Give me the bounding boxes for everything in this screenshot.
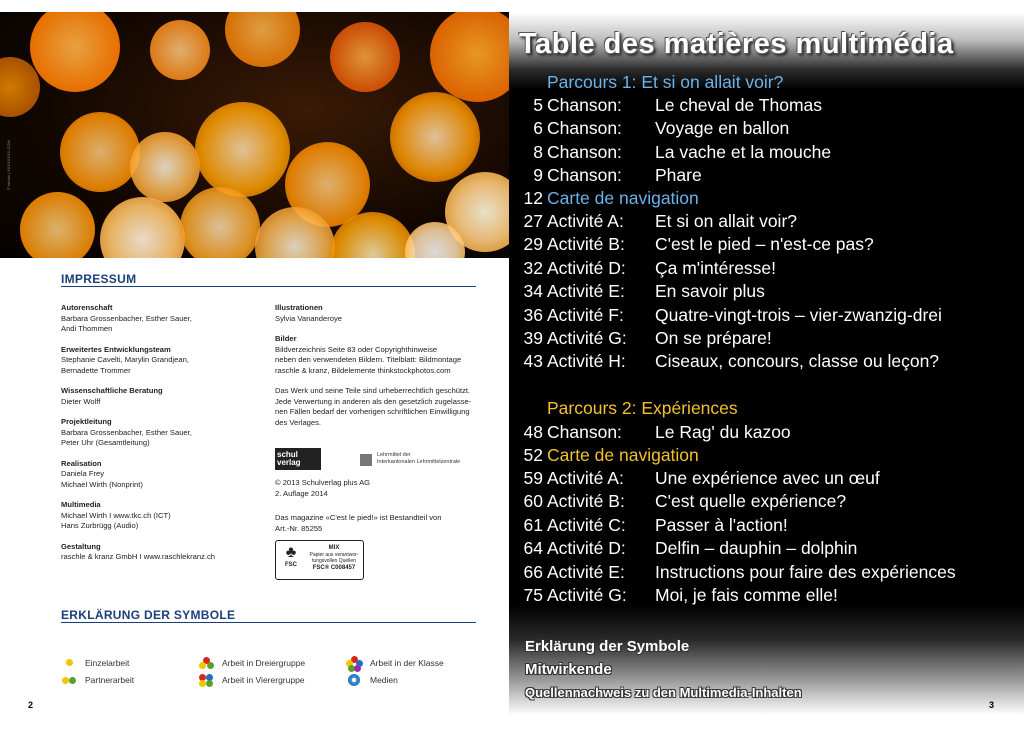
toc-kind: Activité E: bbox=[547, 561, 625, 582]
toc-entry-64[interactable] bbox=[509, 538, 1024, 561]
toc-kind: Activité D: bbox=[547, 538, 626, 559]
toc-title: Phare bbox=[655, 165, 702, 186]
impressum-heading: Wissenschaftliche Beratung bbox=[61, 386, 163, 395]
left-page bbox=[0, 0, 509, 748]
toc-kind: Chanson: bbox=[547, 118, 622, 139]
impressum-group bbox=[61, 417, 261, 449]
toc-kind: Activité G: bbox=[547, 328, 627, 348]
toc-num: 9 bbox=[533, 165, 543, 186]
impressum-title: IMPRESSUM bbox=[61, 272, 137, 286]
symbols-rule bbox=[61, 622, 476, 623]
symbols-title: ERKLÄRUNG DER SYMBOLE bbox=[61, 608, 236, 622]
toc-title: Ça m'intéresse! bbox=[655, 257, 777, 278]
impressum-rule bbox=[61, 286, 476, 287]
nav-map-1[interactable]: 12 Carte de navigation bbox=[523, 188, 699, 208]
right-page bbox=[509, 0, 1024, 748]
group-of-four-icon bbox=[198, 674, 216, 686]
toc-title: Une expérience avec un œuf bbox=[655, 468, 880, 488]
media-icon bbox=[346, 674, 364, 686]
impressum-line: des Verlages. bbox=[275, 417, 322, 427]
nav-map-2[interactable]: 52 Carte de navigation bbox=[523, 445, 699, 465]
toc-num: 59 bbox=[523, 468, 543, 488]
toc-num: 6 bbox=[533, 118, 543, 139]
toc-kind: Activité B: bbox=[547, 491, 625, 512]
toc-num: 27 bbox=[523, 211, 543, 231]
impressum-group bbox=[275, 334, 485, 376]
impressum-group bbox=[61, 500, 261, 532]
impressum-heading: Projektleitung bbox=[61, 417, 112, 426]
toc-kind: Chanson: bbox=[547, 95, 622, 115]
impressum-heading: Erweitertes Entwicklungsteam bbox=[61, 344, 171, 354]
page-number-right: 3 bbox=[989, 700, 995, 710]
impressum-line: raschle & kranz GmbH I www.raschlekranz.ch bbox=[61, 552, 216, 561]
toc-entry-39[interactable] bbox=[509, 328, 1024, 351]
toc-title: Et si on allait voir? bbox=[655, 211, 798, 231]
toc-title: On se prépare! bbox=[655, 328, 772, 348]
toc-num: 32 bbox=[523, 257, 543, 278]
toc-entry-6[interactable] bbox=[509, 118, 1024, 141]
magazine-note: Das magazine «C'est le pied!» ist Bestandteil von Art.-Nr. 85255 bbox=[275, 513, 442, 533]
toc-num: 5 bbox=[533, 95, 543, 115]
impressum-heading: Autorenschaft bbox=[61, 303, 113, 312]
symbol-group-three: Arbeit in Dreiergruppe bbox=[198, 657, 305, 669]
impressum-group bbox=[61, 386, 261, 407]
impressum-line: Michael Wirth I www.tkc.ch (ICT) bbox=[61, 510, 171, 520]
toc-title: Voyage en ballon bbox=[655, 118, 790, 139]
group-of-three-icon bbox=[198, 657, 216, 669]
toc-entry-34[interactable] bbox=[509, 281, 1024, 304]
impressum-line: Sylvia Vananderoye bbox=[275, 313, 342, 323]
impressum-line: Barbara Grossenbacher, Esther Sauer, bbox=[61, 313, 192, 323]
footer-link-symbols[interactable]: Erklärung der Symbole bbox=[525, 638, 690, 655]
impressum-line: Dieter Wolff bbox=[61, 396, 101, 406]
toc-entry-32[interactable] bbox=[509, 258, 1024, 281]
toc-title: Passer à l'action! bbox=[655, 514, 788, 535]
impressum-line: neben den verwendeten Bildern. Titelblatt: Bildmontage bbox=[275, 355, 462, 364]
toc-kind: Activité G: bbox=[547, 585, 627, 605]
toc-title: Ciseaux, concours, classe ou leçon? bbox=[655, 351, 940, 372]
toc-num: 39 bbox=[523, 328, 543, 348]
symbol-media: Medien bbox=[346, 674, 398, 686]
impressum-group bbox=[61, 303, 261, 335]
toc-entry-8[interactable] bbox=[509, 142, 1024, 165]
section-2-heading[interactable]: Parcours 2: Expériences bbox=[547, 398, 738, 418]
impressum-line: Michael Wirth (Nonprint) bbox=[61, 479, 143, 489]
toc-entry-60[interactable] bbox=[509, 491, 1024, 514]
fsc-tree-icon: ♣ FSC bbox=[285, 544, 297, 568]
toc-title: Le cheval de Thomas bbox=[655, 95, 823, 115]
toc-num: 34 bbox=[523, 281, 543, 302]
toc-entry-29[interactable] bbox=[509, 234, 1024, 257]
toc-num: 29 bbox=[523, 234, 543, 255]
impressum-column-2 bbox=[275, 303, 485, 438]
single-person-icon bbox=[61, 657, 79, 669]
impressum-line: Andi Thommen bbox=[61, 324, 113, 333]
impressum-line: Stephanie Cavelti, Marylin Grandjean, bbox=[61, 355, 189, 364]
impressum-heading: Bilder bbox=[275, 334, 297, 343]
impressum-heading: Multimedia bbox=[61, 500, 101, 509]
toc-kind: Activité A: bbox=[547, 468, 624, 488]
toc-num: 75 bbox=[523, 585, 543, 605]
photo-credit: © fotolia | XXXXXXXX.COM bbox=[6, 140, 11, 190]
toc-title: Instructions pour faire des expériences bbox=[655, 561, 956, 582]
toc-title: C'est le pied – n'est-ce pas? bbox=[655, 234, 874, 255]
impressum-line: Barbara Grossenbacher, Esther Sauer, bbox=[61, 427, 192, 437]
toc-num: 43 bbox=[523, 351, 543, 372]
toc-kind: Activité H: bbox=[547, 351, 626, 372]
footer-link-contributors[interactable]: Mitwirkende bbox=[525, 661, 612, 678]
class-icon bbox=[346, 657, 364, 669]
toc-entry-61[interactable] bbox=[509, 515, 1024, 538]
toc-kind: Activité F: bbox=[547, 304, 624, 325]
toc-title: Delfin – dauphin – dolphin bbox=[655, 538, 858, 559]
impressum-line: Daniela Frey bbox=[61, 469, 105, 478]
copyright-block: © 2013 Schulverlag plus AG 2. Auflage 2014 bbox=[275, 478, 371, 498]
toc-kind: Activité B: bbox=[547, 234, 625, 255]
toc-title: Quatre-vingt-trois – vier-zwanzig-drei bbox=[655, 304, 942, 325]
impressum-column-1 bbox=[61, 303, 261, 573]
toc-title: C'est quelle expérience? bbox=[655, 491, 847, 512]
symbol-pair: Partnerarbeit bbox=[61, 674, 134, 686]
page-number-left: 2 bbox=[28, 700, 34, 710]
lmv-logo-text: Lehrmittel der Interkantonalen Lehrmittelzentrale bbox=[377, 452, 461, 465]
footer-link-sources[interactable]: Quellennachweis zu den Multimedia-Inhalten bbox=[525, 685, 802, 700]
impressum-heading: Gestaltung bbox=[61, 541, 101, 551]
toc-title: Moi, je fais comme elle! bbox=[655, 585, 838, 605]
impressum-group bbox=[275, 386, 485, 428]
toc-num: 64 bbox=[523, 538, 543, 559]
toc-kind: Chanson: bbox=[547, 141, 622, 162]
impressum-line: Hans Zurbrügg (Audio) bbox=[61, 521, 139, 530]
toc-title: En savoir plus bbox=[655, 281, 765, 302]
pair-icon bbox=[61, 674, 79, 686]
publisher-logos bbox=[275, 448, 480, 472]
lmv-logo-icon bbox=[360, 454, 372, 466]
toc-kind: Activité E: bbox=[547, 281, 625, 302]
toc-entry-59[interactable] bbox=[509, 468, 1024, 491]
toc-num: 36 bbox=[523, 304, 543, 325]
impressum-line: Peter Uhr (Gesamtleitung) bbox=[61, 438, 150, 447]
toc-num: 60 bbox=[523, 491, 543, 512]
toc-entry-75[interactable] bbox=[509, 585, 1024, 608]
symbol-single: Einzelarbeit bbox=[61, 657, 129, 669]
impressum-heading: Realisation bbox=[61, 458, 102, 468]
symbol-class: Arbeit in der Klasse bbox=[346, 657, 444, 669]
toc-kind: Activité D: bbox=[547, 257, 626, 278]
impressum-line: Das Werk und seine Teile sind urheberrechtlich geschützt. bbox=[275, 386, 471, 395]
toc-kind: Activité C: bbox=[547, 514, 626, 535]
impressum-line: Bildverzeichnis Seite 83 oder Copyrighthinweise bbox=[275, 344, 438, 354]
toc-title: La vache et la mouche bbox=[655, 141, 832, 162]
symbol-group-four: Arbeit in Vierergruppe bbox=[198, 674, 305, 686]
toc-kind: Chanson: bbox=[547, 165, 622, 186]
schulverlag-logo: schul verlag bbox=[275, 448, 321, 470]
toc-entry-5[interactable] bbox=[509, 95, 1024, 118]
toc-entry-9[interactable] bbox=[509, 165, 1024, 188]
fsc-label: ♣ FSC MIX Papier aus verantwor- tungsvollen Quellen FSC® C008457 bbox=[275, 540, 364, 580]
impressum-group bbox=[61, 345, 261, 377]
toc-kind: Activité A: bbox=[547, 211, 624, 231]
impressum-line: raschle & kranz, Bildelemente thinkstockphotos.com bbox=[275, 365, 451, 375]
impressum-line: Bernadette Trommer bbox=[61, 365, 131, 375]
toc-entry-36[interactable] bbox=[509, 305, 1024, 328]
impressum-group bbox=[61, 542, 261, 563]
toc-entry-66[interactable] bbox=[509, 562, 1024, 585]
toc-entry-43[interactable] bbox=[509, 351, 1024, 374]
section-1-heading[interactable]: Parcours 1: Et si on allait voir? bbox=[547, 72, 784, 92]
impressum-group bbox=[61, 459, 261, 491]
impressum-line: nen Fällen bedarf der vorherigen schriftlichen Einwilligung bbox=[275, 407, 470, 416]
toc-entry-27[interactable] bbox=[509, 211, 1024, 234]
toc-num: 61 bbox=[523, 514, 543, 535]
toc-num: 8 bbox=[533, 141, 543, 162]
toc-title: Table des matières multimédia bbox=[519, 28, 954, 60]
bokeh-photo bbox=[0, 12, 509, 258]
impressum-line: Jede Verwertung in anderen als den gesetzlich zugelasse- bbox=[275, 396, 472, 406]
toc-num: 66 bbox=[523, 561, 543, 582]
impressum-heading: Illustrationen bbox=[275, 303, 323, 312]
impressum-group bbox=[275, 303, 485, 324]
toc-entry-48[interactable]: 48 Chanson: Le Rag' du kazoo bbox=[523, 422, 791, 442]
